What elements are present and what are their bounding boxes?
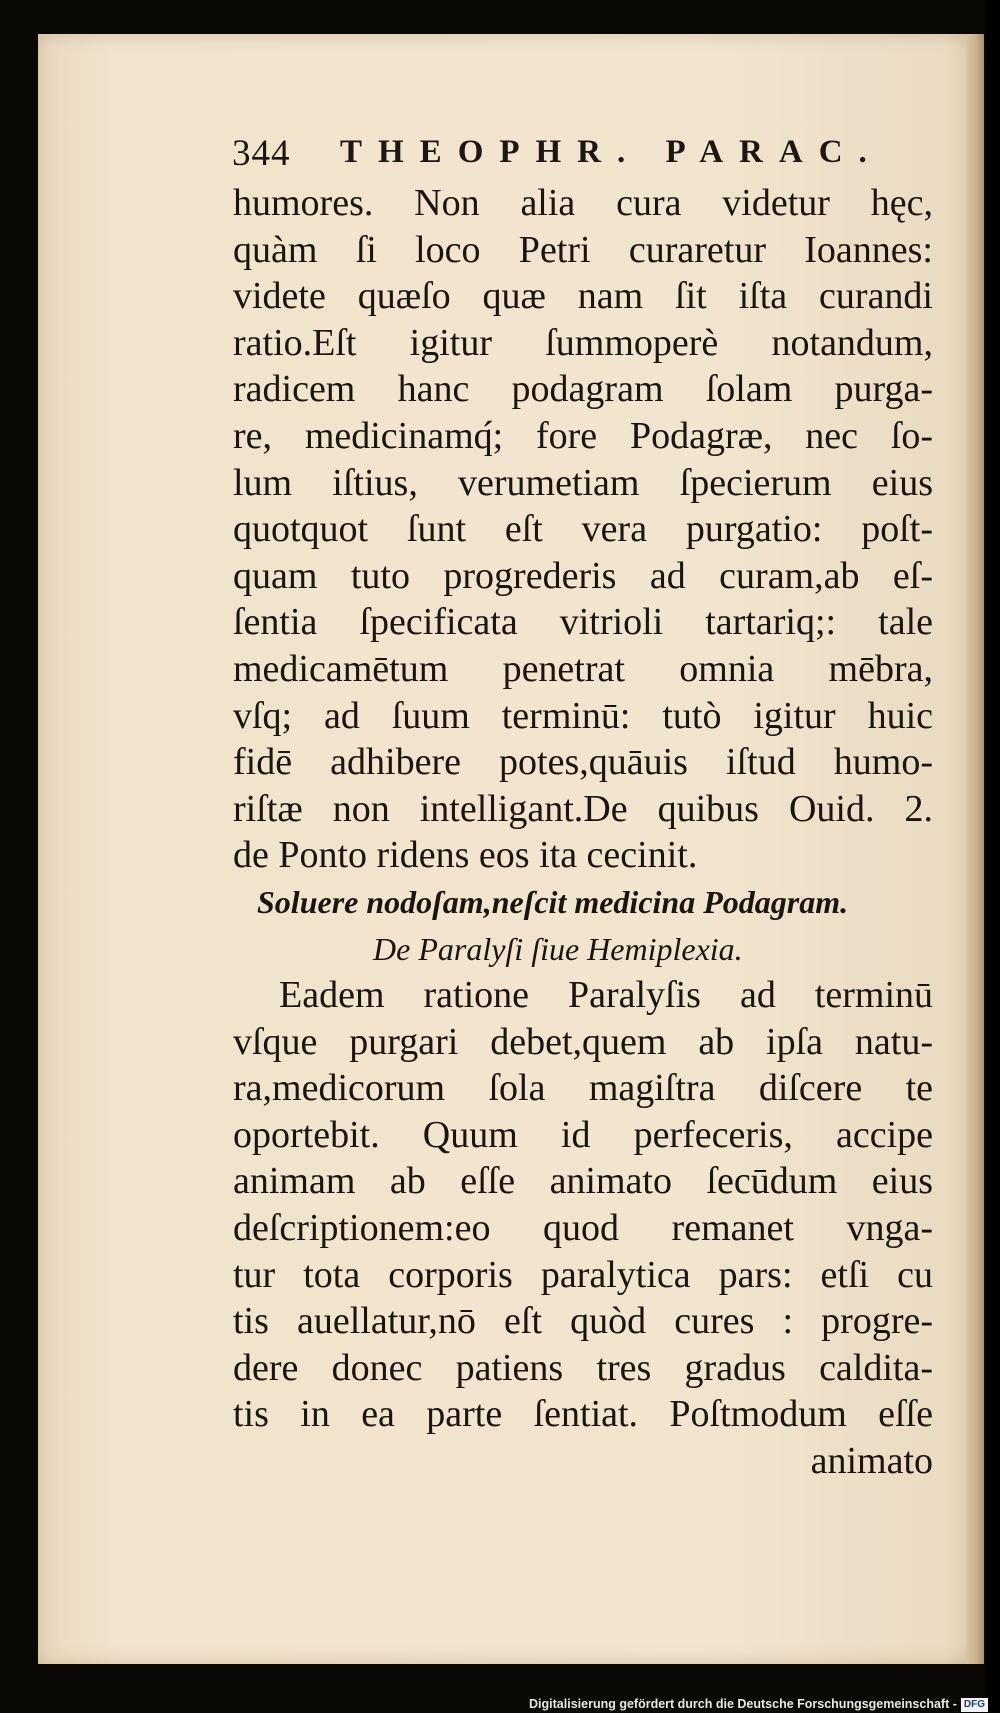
- text-line: oportebit. Quum id perfeceris, accipe: [233, 1113, 933, 1156]
- section-heading: De Paralyſi ſiue Hemiplexia.: [373, 930, 743, 967]
- text-line: riſtæ non intelligant.De quibus Ouid. 2.: [233, 787, 933, 830]
- text-line: lum iſtius, verumetiam ſpecierum eius: [233, 461, 933, 504]
- text-line: animam ab eſſe animato ſecūdum eius: [233, 1160, 933, 1203]
- text-line: de Ponto ridens eos ita cecinit.: [233, 834, 698, 877]
- scan-border: [985, 0, 1000, 1713]
- text-line: humores. Non alia cura videtur hęc,: [233, 182, 933, 224]
- page-edge: [966, 34, 984, 1664]
- running-title: THEOPHR. PARAC.: [340, 134, 883, 170]
- text-line: ratio.Eſt igitur ſummoperè notandum,: [233, 321, 933, 364]
- text-line: vſque purgari debet,quem ab ipſa natu-: [233, 1020, 933, 1063]
- text-line: radicem hanc podagram ſolam purga-: [233, 368, 933, 411]
- text-line: tis auellatur,nō eſt quòd cures : progre-: [233, 1300, 933, 1343]
- text-line: medicamētum penetrat omnia mēbra,: [233, 647, 933, 690]
- text-line: videte quæſo quæ nam ſit iſta curandi: [233, 275, 933, 318]
- text-line: quam tuto progrederis ad curam,ab eſ-: [233, 554, 933, 597]
- text-line: deſcriptionem:eo quod remanet vnga-: [233, 1207, 933, 1250]
- catchword: animato: [810, 1440, 933, 1483]
- text-line: quotquot ſunt eſt vera purgatio: poſt-: [233, 508, 933, 551]
- text-line: vſq; ad ſuum terminū: tutò igitur huic: [233, 694, 933, 737]
- text-line: tur tota corporis paralytica pars: etſi cu: [233, 1253, 933, 1296]
- text-line: fidē adhibere potes,quāuis iſtud humo-: [233, 741, 933, 784]
- main-text: [233, 180, 933, 1485]
- verse-quote: Soluere nodoſam,neſcit medicina Podagram.: [257, 883, 849, 920]
- digitization-footer: [420, 1695, 988, 1713]
- text-line: quàm ſi loco Petri curaretur Ioannes:: [233, 228, 933, 271]
- footer-text: Digitalisierung gefördert durch die Deutsche Forschungsgemeinschaft -: [529, 1697, 957, 1711]
- text-line: ſentia ſpecificata vitrioli tartariq;: tale: [233, 601, 933, 644]
- page-number: 344: [232, 133, 291, 174]
- text-line: dere donec patiens tres gradus caldita-: [233, 1346, 933, 1389]
- text-line: Eadem ratione Paralyſis ad terminū: [279, 974, 933, 1017]
- running-head: [232, 132, 932, 182]
- text-line: re, medicinamq́; fore Podagræ, nec ſo-: [233, 414, 933, 457]
- text-line: ra,medicorum ſola magiſtra diſcere te: [233, 1067, 933, 1110]
- dfg-logo: DFG: [961, 1698, 988, 1712]
- text-line: tis in ea parte ſentiat. Poſtmodum eſſe: [233, 1393, 933, 1436]
